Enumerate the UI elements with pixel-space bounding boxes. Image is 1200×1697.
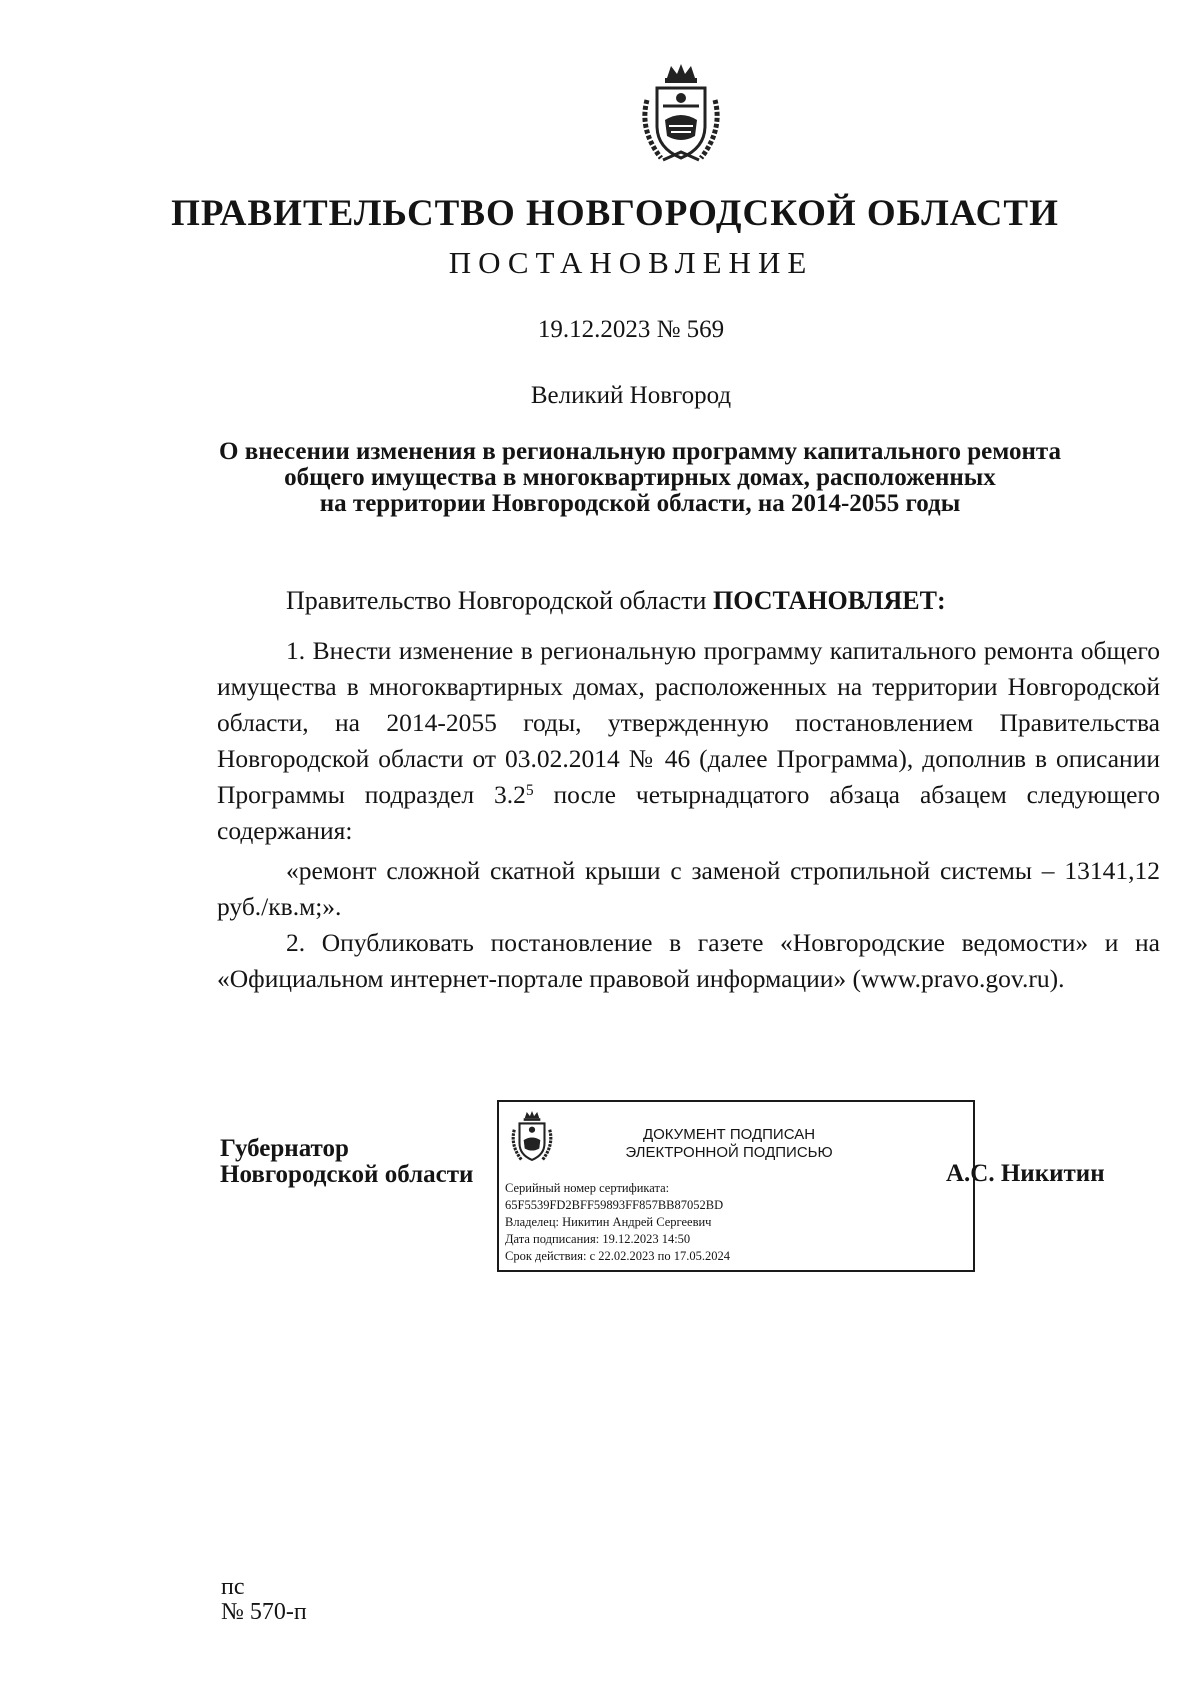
esignature-details <box>505 1180 730 1265</box>
paragraph-1-text-cont: после четырнадцатого абзаца абзацем следующего содержания: <box>217 780 1160 845</box>
preamble-lead: Правительство Новгородской области <box>286 586 713 615</box>
superscript: 5 <box>525 782 534 799</box>
position-line: Новгородской области <box>220 1161 474 1188</box>
quote-text: «ремонт сложной скатной крыши с заменой стропильной системы – 13141,12 руб./кв.м;». <box>217 856 1160 921</box>
paragraph-1 <box>217 633 1160 849</box>
coat-of-arms-icon <box>633 60 729 168</box>
serial-label: Серийный номер сертификата: <box>505 1181 670 1195</box>
electronic-signature-stamp <box>497 1100 975 1272</box>
city: Великий Новгород <box>530 382 732 409</box>
certificate-owner: Владелец: Никитин Андрей Сергеевич <box>505 1215 712 1229</box>
serial-value: 65F5539FD2BFF59893FF857BB87052BD <box>505 1198 724 1212</box>
paragraph-2 <box>217 925 1160 997</box>
registry-code <box>221 1575 307 1625</box>
position-line: Губернатор <box>220 1135 349 1162</box>
signer-position <box>220 1136 473 1188</box>
signing-date: Дата подписания: 19.12.2023 14:50 <box>505 1232 691 1246</box>
document-type: ПОСТАНОВЛЕНИЕ <box>448 245 814 280</box>
preamble-decree: ПОСТАНОВЛЯЕТ: <box>712 586 946 615</box>
paragraph-1-quote <box>217 853 1160 925</box>
organization-title: ПРАВИТЕЛЬСТВО НОВГОРОДСКОЙ ОБЛАСТИ <box>171 193 1059 234</box>
coat-of-arms-icon <box>507 1108 557 1166</box>
paragraph-1-text: 1. Внести изменение в региональную программу капитального ремонта общего имущества в многоквартирных домах, расположенных на территории Новгородской области, на 2014-2055 годы, утвержденную постановлением Правительства Новгородской области от 03.02.2014 № 46 (далее Программа), дополнив в описании Программы подраздел 3.2 <box>217 636 1160 809</box>
esignature-title <box>579 1126 879 1162</box>
certificate-validity: Срок действия: с 22.02.2023 по 17.05.2024 <box>505 1249 730 1263</box>
subject-line: О внесении изменения в региональную программу капитального ремонта <box>219 438 1061 465</box>
registry-code-line: № 570-п <box>221 1599 307 1625</box>
document-subject <box>200 439 1080 517</box>
date-and-number: 19.12.2023 № 569 <box>537 316 725 343</box>
registry-code-line: пс <box>221 1574 245 1600</box>
esignature-title-line: ЭЛЕКТРОННОЙ ПОДПИСЬЮ <box>625 1144 833 1161</box>
subject-line: общего имущества в многоквартирных домах, расположенных <box>284 464 996 491</box>
paragraph-2-text: 2. Опубликовать постановление в газете «Новгородские ведомости» и на «Официальном интернет-портале правовой информации» (www.pravo.gov.ru). <box>217 928 1160 993</box>
preamble <box>217 583 1160 619</box>
esignature-title-line: ДОКУМЕНТ ПОДПИСАН <box>642 1126 816 1143</box>
subject-line: на территории Новгородской области, на 2014-2055 годы <box>319 490 961 517</box>
signer-name: А.С. Никитин <box>946 1160 1105 1187</box>
